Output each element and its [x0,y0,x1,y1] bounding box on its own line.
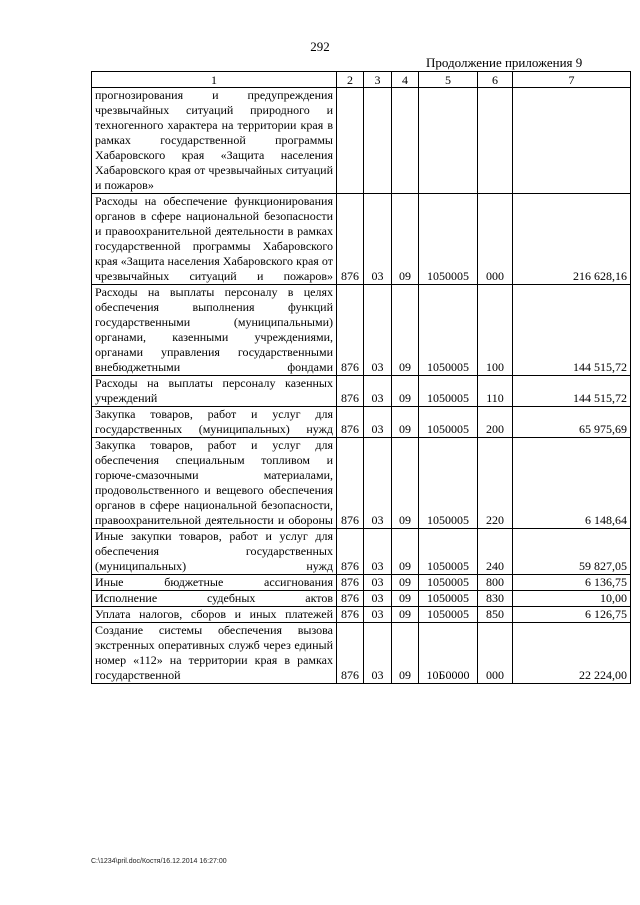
column-header: 1 [92,72,337,88]
row-code-cell: 876 [337,607,364,623]
row-code-cell [337,88,364,194]
row-code-cell: 220 [478,438,513,529]
row-name-cell: Уплата налогов, сборов и иных платежей [92,607,337,623]
row-sum-cell: 6 148,64 [513,438,631,529]
row-sum-cell: 216 628,16 [513,194,631,285]
row-code-cell: 09 [392,623,419,684]
table-row [92,575,631,591]
page-number: 292 [310,39,330,54]
row-code-cell: 876 [337,407,364,438]
row-name-cell: Закупка товаров, работ и услуг для государственных (муниципальных) нужд [92,407,337,438]
row-code-cell: 876 [337,376,364,407]
column-header: 4 [392,72,419,88]
budget-table [91,71,631,684]
table-row [92,194,631,285]
row-code-cell: 03 [364,591,392,607]
row-code-cell: 1050005 [419,591,478,607]
row-code-cell: 09 [392,285,419,376]
row-name-cell: прогнозирования и предупреждения чрезвычайных ситуаций природного и техногенного характера на территории края в рамках государственной программы Хабаровского края «Защита населения Хабаровского края от чрезвычайных ситуаций и пожаров» [92,88,337,194]
table-row [92,623,631,684]
row-code-cell: 1050005 [419,607,478,623]
row-code-cell: 1050005 [419,285,478,376]
row-code-cell: 110 [478,376,513,407]
row-code-cell: 03 [364,407,392,438]
table-row [92,591,631,607]
row-code-cell: 09 [392,607,419,623]
row-sum-cell: 144 515,72 [513,285,631,376]
row-sum-cell: 6 126,75 [513,607,631,623]
row-code-cell: 09 [392,591,419,607]
row-code-cell: 03 [364,194,392,285]
column-header: 5 [419,72,478,88]
table-row [92,438,631,529]
row-code-cell: 09 [392,194,419,285]
row-code-cell: 100 [478,285,513,376]
table-row [92,88,631,194]
table-row [92,407,631,438]
row-name-cell: Иные закупки товаров, работ и услуг для обеспечения государственных (муниципальных) нужд [92,529,337,575]
row-code-cell: 876 [337,438,364,529]
row-code-cell: 1050005 [419,407,478,438]
table-row [92,529,631,575]
column-header: 3 [364,72,392,88]
row-code-cell: 1050005 [419,438,478,529]
row-code-cell: 1050005 [419,529,478,575]
row-name-cell: Расходы на выплаты персоналу казенных учреждений [92,376,337,407]
row-code-cell: 1050005 [419,376,478,407]
file-path-footer: C:\1234\pril.doc/Костя/16.12.2014 16:27:00 [91,858,227,865]
row-name-cell: Расходы на обеспечение функционирования органов в сфере национальной безопасности и правоохранительной деятельности в рамках государственной программы Хабаровского края «Защита населения Хабаровского края от чрезвычайных ситуаций и пожаров» [92,194,337,285]
row-sum-cell: 59 827,05 [513,529,631,575]
row-sum-cell: 22 224,00 [513,623,631,684]
row-code-cell [364,88,392,194]
row-code-cell: 876 [337,285,364,376]
row-code-cell: 876 [337,529,364,575]
column-header: 6 [478,72,513,88]
row-sum-cell: 144 515,72 [513,376,631,407]
row-code-cell [392,88,419,194]
row-code-cell: 830 [478,591,513,607]
row-code-cell: 876 [337,591,364,607]
table-header-row [92,72,631,88]
row-code-cell: 850 [478,607,513,623]
row-name-cell: Создание системы обеспечения вызова экстренных оперативных служб через единый номер «112» на территории края в рамках государственной [92,623,337,684]
column-header: 2 [337,72,364,88]
row-code-cell: 10Б0000 [419,623,478,684]
row-sum-cell: 10,00 [513,591,631,607]
row-code-cell: 03 [364,438,392,529]
row-code-cell: 000 [478,623,513,684]
table-row [92,607,631,623]
row-code-cell [478,88,513,194]
row-code-cell: 03 [364,376,392,407]
row-code-cell: 200 [478,407,513,438]
row-code-cell: 1050005 [419,575,478,591]
continuation-label: Продолжение приложения 9 [426,55,583,70]
row-code-cell: 09 [392,376,419,407]
row-code-cell: 240 [478,529,513,575]
row-name-cell: Расходы на выплаты персоналу в целях обеспечения выполнения функций государственными (муниципальными) органами, казенными учреждениями, органами управления государственными внебюджетными фондами [92,285,337,376]
row-code-cell: 09 [392,438,419,529]
row-code-cell: 876 [337,623,364,684]
row-sum-cell: 65 975,69 [513,407,631,438]
row-sum-cell: 6 136,75 [513,575,631,591]
table-row [92,285,631,376]
row-name-cell: Иные бюджетные ассигнования [92,575,337,591]
row-code-cell [419,88,478,194]
row-name-cell: Закупка товаров, работ и услуг для обеспечения специальным топливом и горюче-смазочными материалами, продовольственного и вещевого обеспечения органов в сфере национальной безопасности, правоохранительной деятельности и обороны [92,438,337,529]
row-code-cell: 000 [478,194,513,285]
row-code-cell: 03 [364,285,392,376]
row-code-cell: 800 [478,575,513,591]
table-row [92,376,631,407]
row-code-cell: 876 [337,575,364,591]
row-code-cell: 03 [364,529,392,575]
row-code-cell: 09 [392,529,419,575]
row-code-cell: 03 [364,575,392,591]
row-name-cell: Исполнение судебных актов [92,591,337,607]
row-code-cell: 03 [364,607,392,623]
row-code-cell: 876 [337,194,364,285]
row-code-cell: 1050005 [419,194,478,285]
row-sum-cell [513,88,631,194]
row-code-cell: 09 [392,407,419,438]
row-code-cell: 09 [392,575,419,591]
column-header: 7 [513,72,631,88]
row-code-cell: 03 [364,623,392,684]
